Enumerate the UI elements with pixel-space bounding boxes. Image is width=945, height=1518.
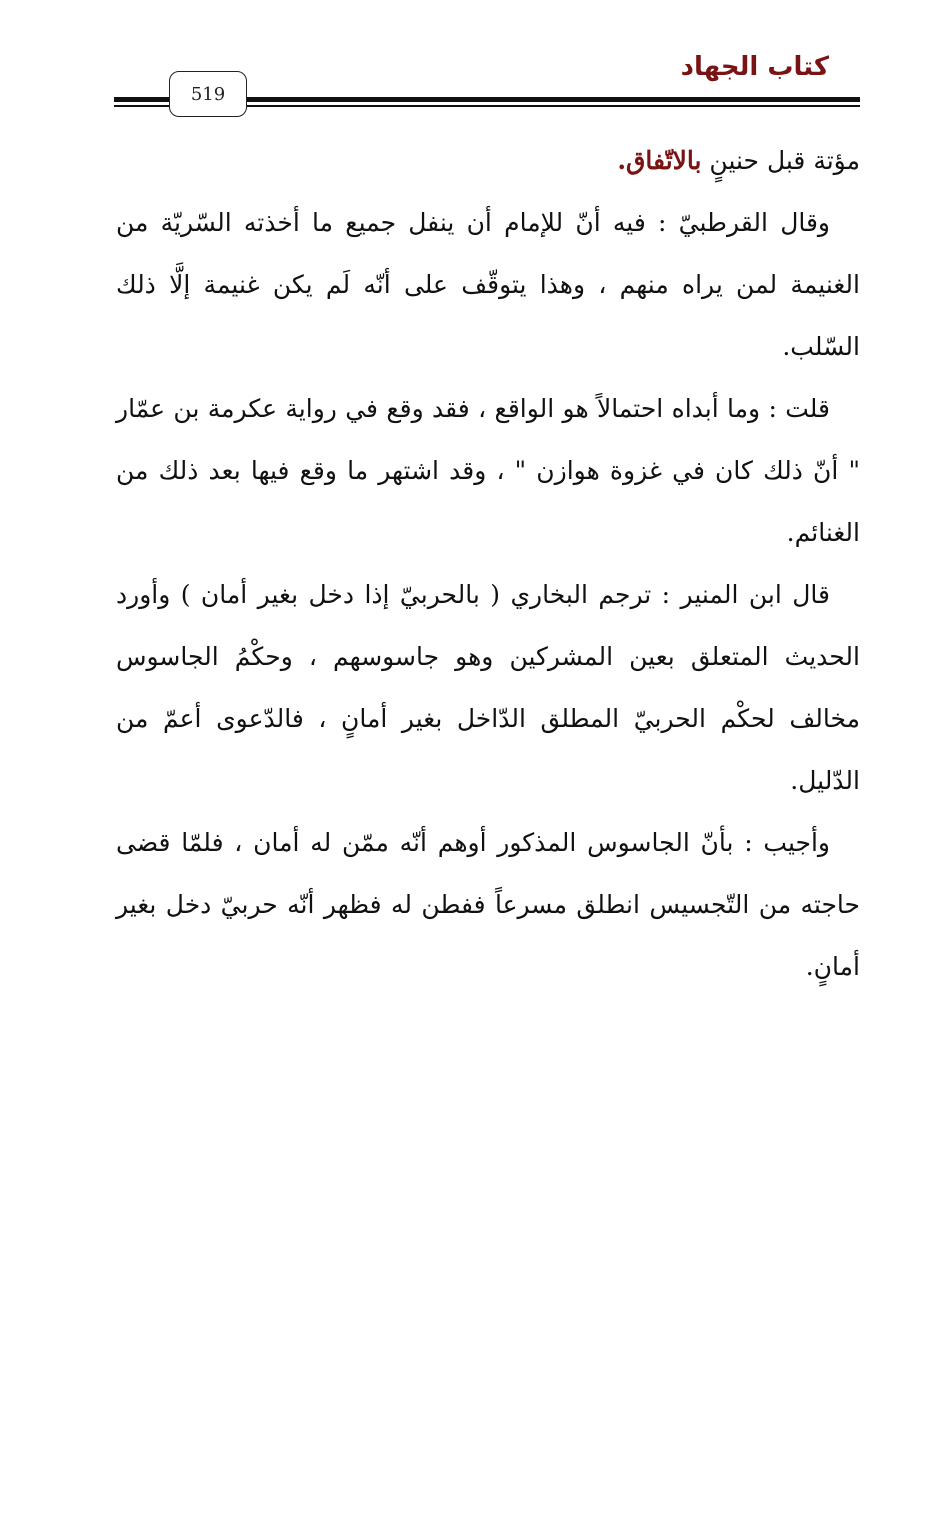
page-header <box>0 0 945 130</box>
paragraph-4: قال ابن المنير : ترجم البخاري ( بالحربيّ إذا دخل بغير أمان ) وأورد الحديث المتعلق بعين المشركين وهو جاسوسهم ، وحكْمُ الجاسوس مخالف لحكْم الحربيّ المطلق الدّاخل بغير أمانٍ ، فالدّعوى أعمّ من الدّليل. <box>116 580 860 795</box>
paragraph-1 <box>116 130 860 192</box>
paragraph-5: وأجيب : بأنّ الجاسوس المذكور أوهم أنّه ممّن له أمان ، فلمّا قضى حاجته من التّجسيس انطلق مسرعاً ففطن له فظهر أنّه حربيّ دخل بغير أمانٍ. <box>116 828 860 981</box>
paragraph-1-text: مؤتة قبل حنينٍ <box>701 146 860 175</box>
highlighted-term: بالاتّفاق <box>626 146 702 175</box>
book-title: كتاب الجهاد <box>680 52 829 82</box>
highlighted-term-period: . <box>617 146 627 175</box>
page-body <box>116 130 860 998</box>
paragraph-3: قلت : وما أبداه احتمالاً هو الواقع ، فقد وقع في رواية عكرمة بن عمّار " أنّ ذلك كان في غزوة هوازن " ، وقد اشتهر ما وقع فيها بعد ذلك من الغنائم. <box>116 394 860 547</box>
paragraph-2: وقال القرطبيّ : فيه أنّ للإمام أن ينفل جميع ما أخذته السّريّة من الغنيمة لمن يراه منهم ، وهذا يتوقّف على أنّه لَم يكن غنيمة إلَّا ذلك السّلب. <box>116 208 860 361</box>
page-number: 519 <box>169 71 247 117</box>
